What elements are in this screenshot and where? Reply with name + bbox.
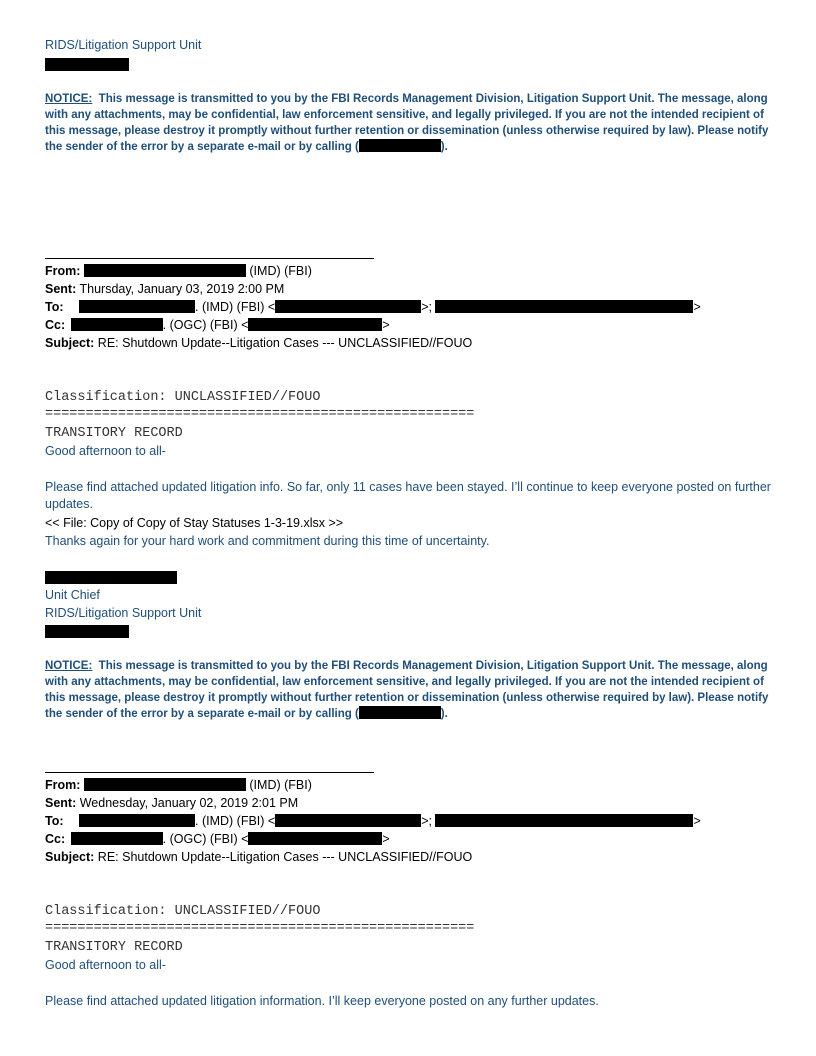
email2-cc — [45, 831, 390, 847]
email2-to — [45, 813, 701, 829]
from-label: From: — [45, 778, 81, 792]
from-label: From: — [45, 264, 81, 278]
sent-label: Sent: — [45, 282, 77, 296]
to-sep: >; — [421, 814, 432, 828]
email2-greeting: Good afternoon to all- — [45, 958, 166, 972]
cc-label: Cc: — [45, 318, 66, 332]
to-label: To: — [45, 814, 64, 828]
from-suffix: (IMD) (FBI) — [249, 778, 312, 792]
subject-label: Subject: — [45, 336, 95, 350]
email2-body1: Please find attached updated litigation information. I’ll keep everyone posted on any further updates. — [45, 994, 599, 1008]
email1-classification: Classification: UNCLASSIFIED//FOUO — [45, 390, 321, 405]
notice-text: This message is transmitted to you by the FBI Records Management Division, Litigation Support Unit. The message, along with any attachments, may be confidential, law enforcement sensitive, and legally privileged. If you are not the intended recipient of this message, please destroy it promptly without further retention or dissemination (unless otherwise required by law). Please notify the sender of the error by a separate e-mail or by calling ( — [45, 660, 769, 720]
cc-end: > — [382, 318, 390, 332]
from-suffix: (IMD) (FBI) — [249, 264, 312, 278]
email1-subject — [45, 335, 472, 351]
email1-divider: ===================================================== — [45, 407, 475, 422]
email1-greeting: Good afternoon to all- — [45, 444, 166, 458]
email2-subject — [45, 849, 472, 865]
redaction-top-phone — [45, 57, 129, 73]
header-rule-2 — [45, 772, 374, 773]
top-signature-unit: RIDS/Litigation Support Unit — [45, 38, 202, 52]
notice-label: NOTICE: — [45, 93, 93, 105]
email1-body2: Thanks again for your hard work and commitment during this time of uncertainty. — [45, 534, 490, 548]
email1-attachment[interactable]: << File: Copy of Copy of Stay Statuses 1-3-19.xlsx >> — [45, 516, 344, 530]
confidentiality-notice-2 — [45, 658, 771, 722]
notice-label: NOTICE: — [45, 660, 93, 672]
email1-record: TRANSITORY RECORD — [45, 426, 183, 441]
redaction-notice-phone — [359, 139, 441, 152]
to-mid: . (IMD) (FBI) < — [195, 300, 276, 314]
cc-label: Cc: — [45, 832, 66, 846]
email2-from — [45, 777, 312, 793]
to-end: > — [693, 300, 701, 314]
cc-end: > — [382, 832, 390, 846]
signature-title: Unit Chief — [45, 588, 100, 602]
to-mid: . (IMD) (FBI) < — [195, 814, 276, 828]
email1-to — [45, 299, 701, 315]
email2-sent — [45, 795, 298, 811]
email2-classification: Classification: UNCLASSIFIED//FOUO — [45, 904, 321, 919]
email2-record: TRANSITORY RECORD — [45, 940, 183, 955]
email1-body1: Please find attached updated litigation info. So far, only 11 cases have been stayed. I’ll continue to keep everyone posted on further updates. — [45, 480, 771, 511]
redaction-signature-name — [45, 570, 177, 586]
redaction-notice-phone — [359, 706, 441, 719]
subject-label: Subject: — [45, 850, 95, 864]
notice-end: ). — [440, 141, 448, 153]
sent-label: Sent: — [45, 796, 77, 810]
email1-sent — [45, 281, 284, 297]
sent-date: Wednesday, January 02, 2019 2:01 PM — [79, 796, 299, 810]
email2-divider: ===================================================== — [45, 921, 475, 936]
sent-date: Thursday, January 03, 2019 2:00 PM — [79, 282, 285, 296]
notice-text: This message is transmitted to you by the FBI Records Management Division, Litigation Support Unit. The message, along with any attachments, may be confidential, law enforcement sensitive, and legally privileged. If you are not the intended recipient of this message, please destroy it promptly without further retention or dissemination (unless otherwise required by law). Please notify the sender of the error by a separate e-mail or by calling ( — [45, 93, 769, 153]
header-rule-1 — [45, 258, 374, 259]
subject-text: RE: Shutdown Update--Litigation Cases --- UNCLASSIFIED//FOUO — [97, 336, 473, 350]
subject-text: RE: Shutdown Update--Litigation Cases --- UNCLASSIFIED//FOUO — [97, 850, 473, 864]
email1-from — [45, 263, 312, 279]
to-end: > — [693, 814, 701, 828]
cc-mid: . (OGC) (FBI) < — [162, 318, 249, 332]
signature-unit: RIDS/Litigation Support Unit — [45, 606, 202, 620]
to-label: To: — [45, 300, 64, 314]
cc-mid: . (OGC) (FBI) < — [162, 832, 249, 846]
email1-cc — [45, 317, 390, 333]
to-sep: >; — [421, 300, 432, 314]
confidentiality-notice-1 — [45, 91, 771, 155]
notice-end: ). — [440, 708, 448, 720]
redaction-signature-phone — [45, 624, 129, 640]
